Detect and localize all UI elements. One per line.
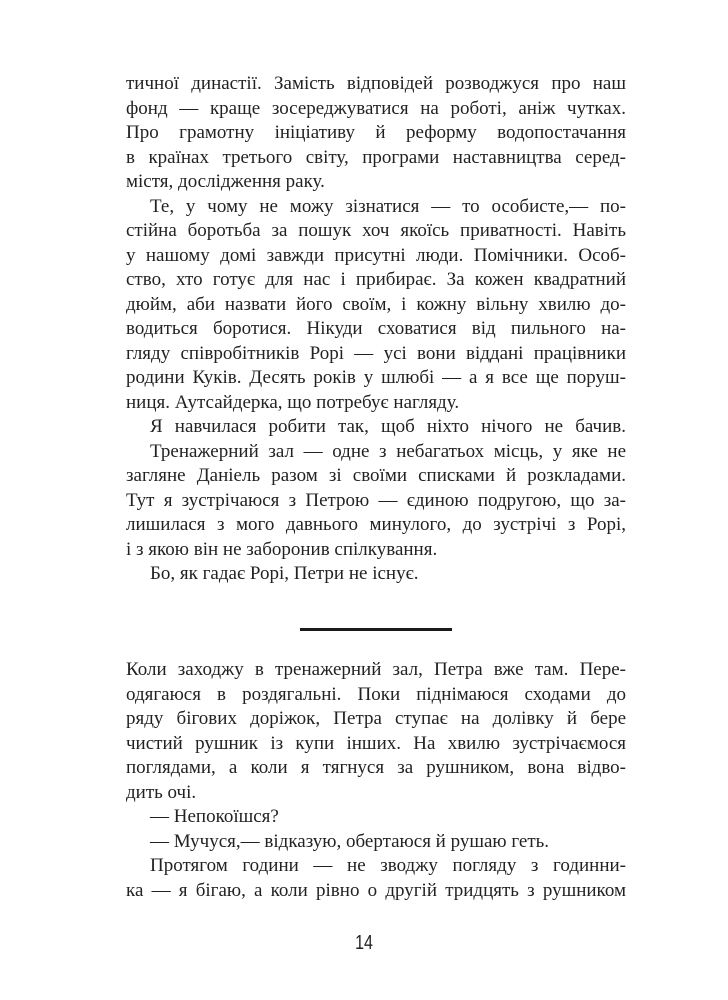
text-line: ка — я бігаю, а коли рівно о другій тридцять з рушником xyxy=(126,879,626,901)
text-line: містя, дослідження раку. xyxy=(126,171,325,192)
text-line: Про грамотну ініціативу й реформу водопостачання xyxy=(126,122,626,143)
text-line: стійна боротьба за пошук хоч якоїсь приватності. Навіть xyxy=(126,220,626,241)
text-line: Я навчилася робити так, щоб ніхто нічого не бачив. xyxy=(150,416,626,437)
text-line: гляду співробітників Рорі — усі вони віддані працівники xyxy=(126,342,626,364)
text-section-2 xyxy=(126,658,626,903)
text-line: ряду бігових доріжок, Петра ступає на долівку й бере xyxy=(126,708,626,729)
text-line: в країнах третього світу, програми наставництва серед- xyxy=(126,146,626,168)
text-line: Тренажерний зал — одне з небагатьох місць, у яке не xyxy=(150,440,626,462)
text-line: родини Куків. Десять років у шлюбі — а я все ще поруш- xyxy=(126,367,626,388)
text-line: Протягом години — не зводжу погляду з годинни- xyxy=(150,855,626,876)
text-line: дить очі. xyxy=(126,781,197,803)
text-line: ство, хто готує для нас і прибирає. За кожен квадратний xyxy=(126,269,626,290)
text-line: Коли заходжу в тренажерний зал, Петра вже там. Пере- xyxy=(126,659,626,680)
text-line: поглядами, а коли я тягнуся за рушником, вона відво- xyxy=(126,757,626,778)
text-line: ниця. Аутсайдерка, що потребує нагляду. xyxy=(126,391,460,413)
text-line: — Непокоїшся? xyxy=(150,806,279,827)
page-number: 14 xyxy=(355,932,373,954)
text-line: і з якою він не заборонив спілкування. xyxy=(126,538,438,560)
text-line: тичної династії. Замість відповідей розводжуся про наш xyxy=(126,73,626,94)
text-line: — Мучуся,— відказую, обертаюся й рушаю геть. xyxy=(150,830,550,852)
text-line: дюйм, аби назвати його своїм, і кожну вільну хвилю до- xyxy=(126,293,626,315)
text-line: у нашому домі завжди присутні люди. Помічники. Особ- xyxy=(126,244,626,266)
text-line: Бо, як гадає Рорі, Петри не існує. xyxy=(150,563,419,584)
text-line: водиться боротися. Нікуди сховатися від пильного на- xyxy=(126,318,626,339)
section-divider xyxy=(300,628,452,631)
text-line: чистий рушник із купи інших. На хвилю зустрічаємося xyxy=(126,732,626,754)
text-line: лишилася з мого давнього минулого, до зустрічі з Рорі, xyxy=(126,514,626,535)
text-line: Те, у чому не можу зізнатися — то особисте,— по- xyxy=(150,195,626,217)
text-line: фонд — краще зосереджуватися на роботі, аніж чутках. xyxy=(126,97,626,119)
text-line: загляне Даніель разом зі своїми списками й розкладами. xyxy=(126,465,626,486)
text-line: одягаюся в роздягальні. Поки піднімаюся сходами до xyxy=(126,683,626,705)
text-section-1 xyxy=(126,72,626,587)
text-line: Тут я зустрічаюся з Петрою — єдиною подругою, що за- xyxy=(126,489,626,511)
